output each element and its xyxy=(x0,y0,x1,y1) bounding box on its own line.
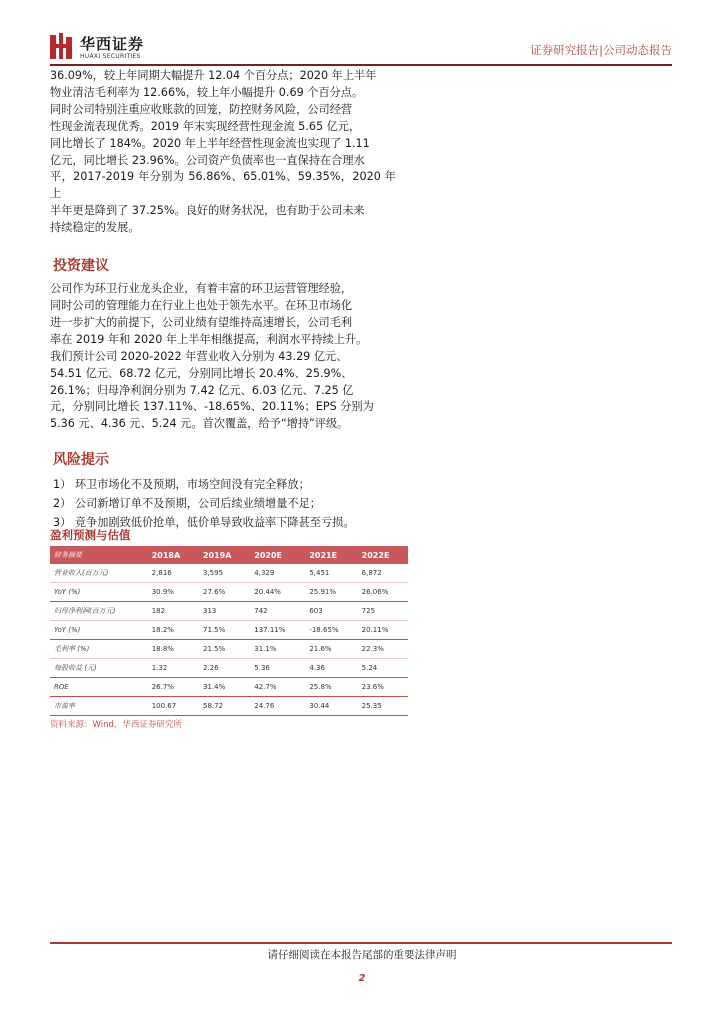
text-line: 率在 2019 年和 2020 年上半年相继提高，利润水平持续上升。 xyxy=(50,332,368,346)
footer-disclaimer: 请仔细阅读在本报告尾部的重要法律声明 xyxy=(267,949,457,961)
text-line: 亿元，同比增长 23.96%。公司资产负债率也一直保持在合理水 xyxy=(50,153,365,167)
forecast-table-title: 盈利预测与估值 xyxy=(50,528,131,542)
table-cell: -18.65% xyxy=(305,621,357,640)
table-header-cell: 2018A xyxy=(148,546,199,564)
table-cell: 5,451 xyxy=(305,564,357,583)
report-type-label: 证券研究报告|公司动态报告 xyxy=(530,43,672,57)
table-cell: 30.44 xyxy=(305,697,357,716)
table-cell: 27.6% xyxy=(199,583,250,602)
forecast-table xyxy=(50,546,408,716)
table-row xyxy=(50,697,408,716)
table-cell: 1.32 xyxy=(148,659,199,678)
table-header-cell: 2022E xyxy=(358,546,408,564)
table-header-cell: 财务摘要 xyxy=(50,546,148,564)
table-cell: 22.3% xyxy=(358,640,408,659)
table-cell: 71.5% xyxy=(199,621,250,640)
text-line: 同时公司特别注重应收账款的回笼，防控财务风险，公司经营 xyxy=(50,102,353,116)
text-line: 物业清洁毛利率为 12.66%，较上年小幅提升 0.69 个百分点。 xyxy=(50,85,364,99)
text-line: 持续稳定的发展。 xyxy=(50,221,140,235)
table-cell: 营业收入(百万元) xyxy=(50,564,148,583)
table-header-row xyxy=(50,546,408,564)
huaxi-logo-icon xyxy=(50,33,74,59)
table-row xyxy=(50,602,408,621)
table-cell: 3,595 xyxy=(199,564,250,583)
table-cell: 4.36 xyxy=(305,659,357,678)
table-cell: 18.8% xyxy=(148,640,199,659)
table-header-cell: 2019A xyxy=(199,546,250,564)
table-cell: 313 xyxy=(199,602,250,621)
investment-paragraph xyxy=(50,281,396,433)
table-cell: 26.06% xyxy=(358,583,408,602)
text-line: 公司作为环卫行业龙头企业，有着丰富的环卫运营管理经验， xyxy=(50,282,353,296)
risk-item: 1） 环卫市场化不及预期，市场空间没有完全释放； xyxy=(53,478,310,492)
table-cell: 20.11% xyxy=(358,621,408,640)
table-cell: 100.67 xyxy=(148,697,199,716)
table-cell: 23.6% xyxy=(358,678,408,697)
text-line: 54.51 亿元、68.72 亿元，分别同比增长 20.4%、25.9%、 xyxy=(50,366,353,380)
table-cell: 725 xyxy=(358,602,408,621)
table-cell: 137.11% xyxy=(250,621,305,640)
table-row xyxy=(50,659,408,678)
table-cell: 24.76 xyxy=(250,697,305,716)
table-cell: 21.6% xyxy=(305,640,357,659)
header-divider xyxy=(50,64,672,66)
table-cell: 5.36 xyxy=(250,659,305,678)
table-cell: 182 xyxy=(148,602,199,621)
table-cell: 每股收益 (元) xyxy=(50,659,148,678)
table-cell: ROE xyxy=(50,678,148,697)
table-cell: YoY (%) xyxy=(50,621,148,640)
table-cell: 6,872 xyxy=(358,564,408,583)
risk-list xyxy=(50,475,396,532)
table-cell: 31.1% xyxy=(250,640,305,659)
investment-advice-heading: 投资建议 xyxy=(53,258,109,275)
table-row xyxy=(50,640,408,659)
text-line: 进一步扩大的前提下，公司业绩有望维持高速增长，公司毛利 xyxy=(50,315,353,329)
table-header-cell: 2021E xyxy=(305,546,357,564)
brand-name-en: HUAXI SECURITIES xyxy=(80,53,141,60)
table-cell: 毛利率 (%) xyxy=(50,640,148,659)
table-row xyxy=(50,678,408,697)
table-row xyxy=(50,621,408,640)
text-line: 半年更是降到了 37.25%。良好的财务状况，也有助于公司未来 xyxy=(50,204,365,218)
table-cell: 25.91% xyxy=(305,583,357,602)
intro-paragraph xyxy=(50,68,396,237)
table-cell: YoY (%) xyxy=(50,583,148,602)
table-cell: 20.44% xyxy=(250,583,305,602)
text-line: 同比增长了 184%。2020 年上半年经营性现金流也实现了 1.11 xyxy=(50,136,370,150)
table-cell: 603 xyxy=(305,602,357,621)
table-cell: 5.24 xyxy=(358,659,408,678)
table-cell: 2.26 xyxy=(199,659,250,678)
text-line: 5.36 元、4.36 元、5.24 元。首次覆盖，给予“增持”评级。 xyxy=(50,417,349,431)
table-cell: 42.7% xyxy=(250,678,305,697)
page-header xyxy=(0,0,724,64)
table-cell: 21.5% xyxy=(199,640,250,659)
text-line: 26.1%；归母净利润分别为 7.42 亿元、6.03 亿元、7.25 亿 xyxy=(50,383,354,397)
footer-divider xyxy=(50,942,672,944)
text-line: 同时公司的管理能力在行业上也处于领先水平。在环卫市场化 xyxy=(50,298,353,312)
text-line: 性现金流表现优秀。2019 年末实现经营性现金流 5.65 亿元， xyxy=(50,119,361,133)
table-cell: 26.7% xyxy=(148,678,199,697)
table-cell: 25.35 xyxy=(358,697,408,716)
table-cell: 18.2% xyxy=(148,621,199,640)
table-header-cell: 2020E xyxy=(250,546,305,564)
table-cell: 742 xyxy=(250,602,305,621)
text-line: 我们预计公司 2020-2022 年营业收入分别为 43.29 亿元、 xyxy=(50,349,348,363)
table-cell: 市盈率 xyxy=(50,697,148,716)
risk-warning-heading: 风险提示 xyxy=(53,452,109,469)
main-content xyxy=(50,68,396,532)
table-row xyxy=(50,583,408,602)
table-cell: 30.9% xyxy=(148,583,199,602)
risk-item: 3） 竞争加剧致低价抢单，低价单导致收益率下降甚至亏损。 xyxy=(53,516,355,530)
table-row xyxy=(50,564,408,583)
table-cell: 58.72 xyxy=(199,697,250,716)
table-cell: 2,816 xyxy=(148,564,199,583)
table-cell: 31.4% xyxy=(199,678,250,697)
text-line: 平，2017-2019 年分别为 56.86%、65.01%、59.35%，2020 年上 xyxy=(50,170,396,201)
risk-item: 2） 公司新增订单不及预期，公司后续业绩增量不足； xyxy=(53,497,321,511)
table-cell: 归母净利润(百万元) xyxy=(50,602,148,621)
text-line: 元，分别同比增长 137.11%、-18.65%、20.11%；EPS 分别为 xyxy=(50,400,374,414)
table-source-note: 资料来源：Wind，华西证券研究所 xyxy=(50,720,182,730)
table-cell: 4,329 xyxy=(250,564,305,583)
text-line: 36.09%，较上年同期大幅提升 12.04 个百分点；2020 年上半年 xyxy=(50,69,377,82)
page-number: 2 xyxy=(358,973,366,984)
brand-name-cn: 华西证券 xyxy=(80,35,145,53)
table-cell: 25.8% xyxy=(305,678,357,697)
